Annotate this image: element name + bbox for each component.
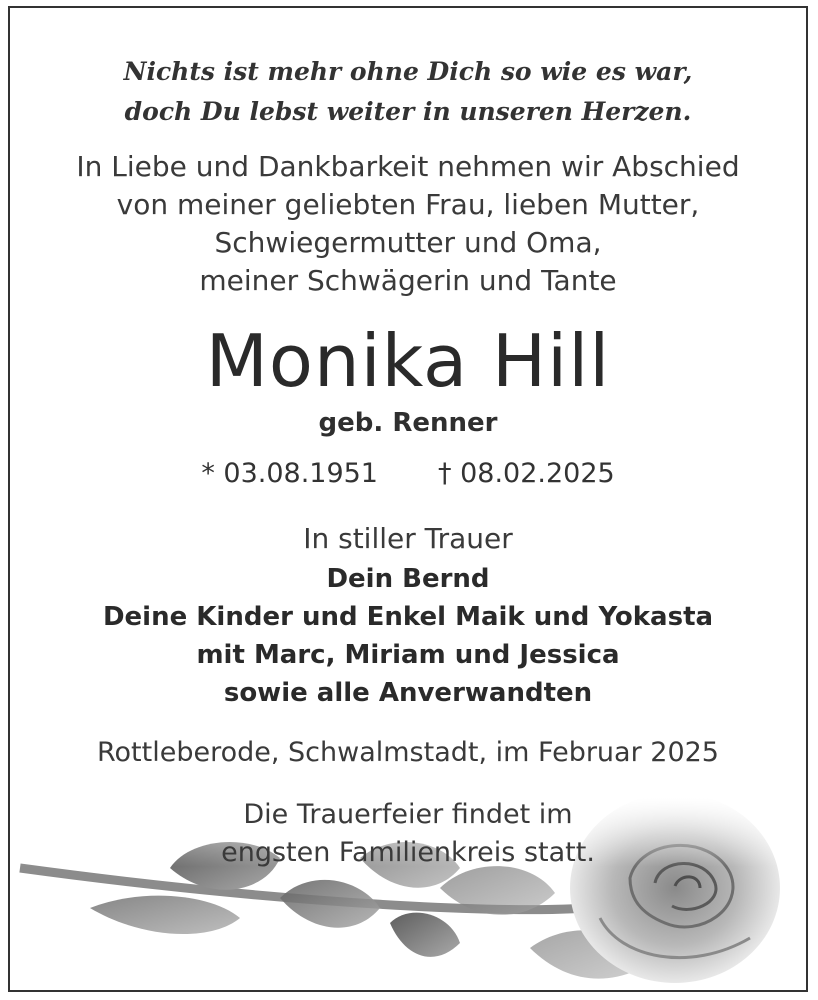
place-and-date: Rottleberode, Schwalmstadt, im Februar 2025 — [96, 737, 719, 768]
mourner-line: Deine Kinder und Enkel Maik und Yokasta — [102, 602, 714, 632]
mourners-list — [10, 560, 806, 712]
motto-line: doch Du lebst weiter in unseren Herzen. — [124, 97, 692, 126]
mourner-line: sowie alle Anverwandten — [223, 678, 593, 708]
funeral-notice — [10, 796, 806, 872]
death-date: † 08.02.2025 — [438, 458, 615, 489]
intro-line: In Liebe und Dankbarkeit nehmen wir Abschied — [76, 150, 740, 183]
service-line: engsten Familienkreis statt. — [221, 837, 595, 868]
service-line: Die Trauerfeier findet im — [243, 799, 573, 830]
mourner-line: Dein Bernd — [326, 564, 490, 594]
motto-quote — [10, 52, 806, 132]
intro-line: von meiner geliebten Frau, lieben Mutter, — [116, 188, 700, 221]
intro-line: Schwiegermutter und Oma, — [214, 226, 602, 259]
mourner-line: mit Marc, Miriam und Jessica — [196, 640, 620, 670]
farewell-intro — [10, 148, 806, 300]
intro-line: meiner Schwägerin und Tante — [199, 264, 617, 297]
birth-date: * 03.08.1951 — [201, 458, 378, 489]
mourners-intro: In stiller Trauer — [303, 522, 513, 555]
motto-line: Nichts ist mehr ohne Dich so wie es war, — [123, 57, 693, 86]
deceased-name: Monika Hill — [205, 319, 611, 403]
birth-name: geb. Renner — [318, 408, 498, 438]
obituary-card — [8, 6, 808, 992]
life-dates — [10, 456, 806, 492]
